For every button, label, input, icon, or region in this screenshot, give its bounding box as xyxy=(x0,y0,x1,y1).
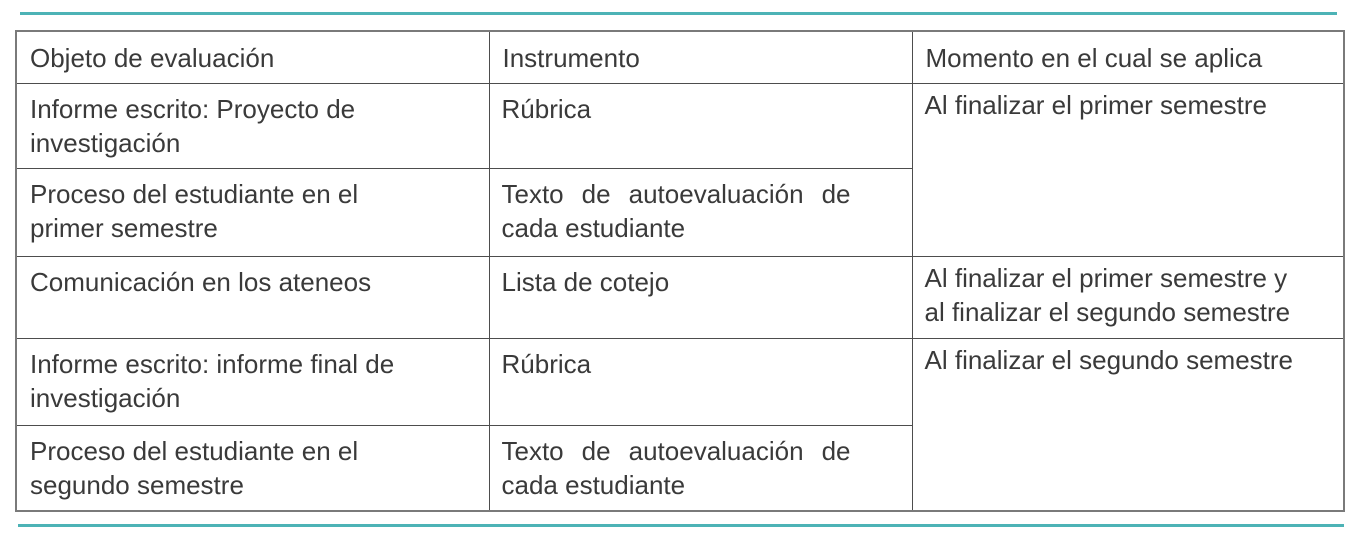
cell-momento-1: Al finalizar el primer semestre xyxy=(912,84,1344,257)
column-header-objeto: Objeto de evaluación xyxy=(16,31,489,84)
bottom-accent-rule xyxy=(18,524,1344,527)
table-row xyxy=(16,257,1344,339)
cell-objeto-4: Informe escrito: informe final de investigación xyxy=(16,339,489,426)
cell-objeto-2: Proceso del estudiante en el primer semestre xyxy=(16,169,489,257)
top-accent-rule xyxy=(20,12,1337,15)
cell-momento-2: Al finalizar el primer semestre y al finalizar el segundo semestre xyxy=(912,257,1344,339)
column-header-momento: Momento en el cual se aplica xyxy=(912,31,1344,84)
cell-objeto-5: Proceso del estudiante en el segundo semestre xyxy=(16,426,489,512)
cell-objeto-3: Comunicación en los ateneos xyxy=(16,257,489,339)
cell-instrumento-4: Rúbrica xyxy=(489,339,912,426)
table-header-row xyxy=(16,31,1344,84)
cell-instrumento-3: Lista de cotejo xyxy=(489,257,912,339)
cell-instrumento-5: Texto de autoevaluación de cada estudiante xyxy=(489,426,912,512)
cell-instrumento-2: Texto de autoevaluación de cada estudiante xyxy=(489,169,912,257)
evaluation-table xyxy=(15,30,1345,512)
cell-instrumento-1: Rúbrica xyxy=(489,84,912,169)
column-header-instrumento: Instrumento xyxy=(489,31,912,84)
cell-objeto-1: Informe escrito: Proyecto de investigación xyxy=(16,84,489,169)
table-row xyxy=(16,84,1344,169)
table-row xyxy=(16,339,1344,426)
cell-momento-3: Al finalizar el segundo semestre xyxy=(912,339,1344,512)
